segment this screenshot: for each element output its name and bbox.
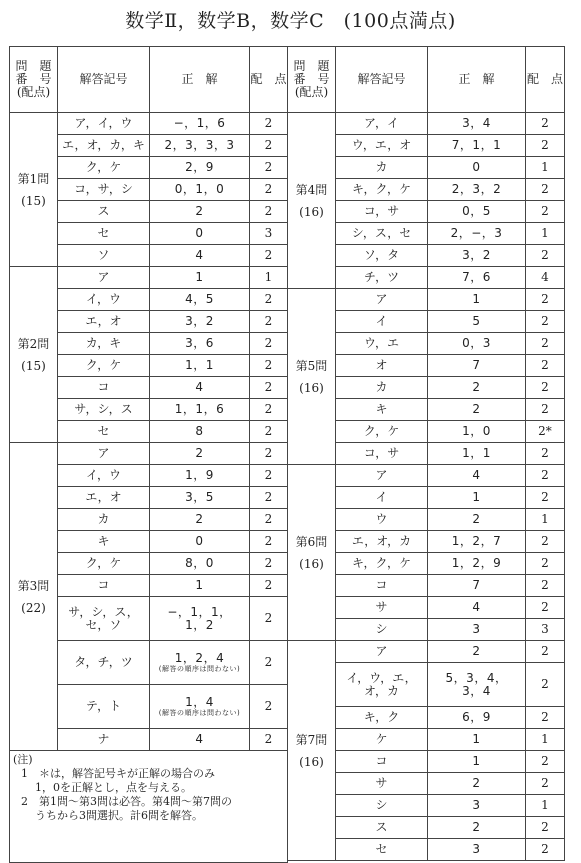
question-number-cell: [10, 113, 58, 267]
points-cell: 2: [250, 245, 288, 267]
answer-symbol-cell: ケ: [336, 729, 428, 751]
points-cell: 2: [250, 421, 288, 443]
answer-symbol-line: オ，カ: [364, 683, 399, 698]
points-cell: 2: [526, 377, 565, 399]
answer-symbol-cell: コ: [58, 377, 150, 399]
correct-answer-cell: [150, 597, 250, 641]
points-cell: 2: [250, 179, 288, 201]
correct-answer-cell: 1: [428, 487, 526, 509]
question-number-cell: [10, 267, 58, 443]
header-kigou: 解答記号: [58, 47, 150, 113]
header-mondai-line3: (配点): [16, 85, 51, 99]
points-cell: 2: [250, 135, 288, 157]
answer-symbol-cell: テ，ト: [58, 685, 150, 729]
points-cell: 2: [526, 201, 565, 223]
question-number-cell: [288, 465, 336, 641]
points-cell: 2: [250, 333, 288, 355]
correct-answer-cell: 1: [428, 289, 526, 311]
points-cell: 2: [526, 465, 565, 487]
correct-answer-cell: 1，2，9: [428, 553, 526, 575]
answer-symbol-cell: エ，オ，カ，キ: [58, 135, 150, 157]
header-row: [10, 47, 288, 113]
answer-symbol-cell: キ: [58, 531, 150, 553]
answer-symbol-cell: コ: [336, 751, 428, 773]
correct-answer-cell: 0: [150, 223, 250, 245]
points-cell: 2: [526, 135, 565, 157]
notes-cell: [10, 751, 288, 863]
points-cell: 2: [526, 289, 565, 311]
header-mondai-line1: 問 題: [15, 59, 52, 73]
points-cell: 2: [250, 575, 288, 597]
correct-answer-value: 1，4: [185, 694, 214, 709]
correct-answer-cell: 2: [428, 377, 526, 399]
table-row: [288, 289, 565, 311]
correct-answer-line: −，1，1，: [167, 604, 232, 619]
answer-symbol-line: イ，ウ，エ，: [346, 670, 417, 685]
points-cell: 2: [250, 399, 288, 421]
answer-symbol-cell: ウ，エ，オ: [336, 135, 428, 157]
correct-answer-cell: 2: [428, 509, 526, 531]
correct-answer-cell: 1，9: [150, 465, 250, 487]
correct-answer-cell: 3: [428, 795, 526, 817]
note-2-line-2: うちから3問選択。計6問を解答。: [35, 809, 203, 822]
left-answer-table: [9, 46, 288, 863]
question-points: (16): [299, 380, 324, 395]
header-haiten: 配 点: [250, 47, 288, 113]
note-1-line-2: 1，0を正解とし，点を与える。: [35, 781, 192, 794]
points-cell: 2: [526, 531, 565, 553]
answer-symbol-cell: ア: [336, 289, 428, 311]
points-cell: 2: [250, 487, 288, 509]
correct-answer-cell: 1: [428, 729, 526, 751]
correct-answer-line: 1，2: [185, 617, 214, 632]
correct-answer-cell: 3，2: [428, 245, 526, 267]
points-cell: 2*: [526, 421, 565, 443]
answer-symbol-cell: キ，ク: [336, 707, 428, 729]
question-label: 第7問: [295, 732, 328, 747]
correct-answer-cell: 0: [428, 157, 526, 179]
correct-answer-cell: 2: [428, 399, 526, 421]
correct-answer-cell: 2: [150, 201, 250, 223]
correct-answer-cell: 2: [150, 509, 250, 531]
points-cell: 2: [250, 641, 288, 685]
correct-answer-value: 1，2，4: [174, 650, 225, 665]
answer-symbol-cell: イ，ウ: [58, 465, 150, 487]
answer-symbol-cell: サ，シ，ス: [58, 399, 150, 421]
table-row: [288, 465, 565, 487]
header-kigou: 解答記号: [336, 47, 428, 113]
correct-answer-cell: 2，9: [150, 157, 250, 179]
points-cell: 2: [526, 773, 565, 795]
header-haiten: 配 点: [526, 47, 565, 113]
answer-symbol-cell: ア: [336, 465, 428, 487]
points-cell: 1: [526, 729, 565, 751]
correct-answer-cell: 2，−，3: [428, 223, 526, 245]
question-points: (15): [21, 358, 46, 373]
answer-symbol-cell: ク，ケ: [58, 553, 150, 575]
correct-answer-cell: 0，5: [428, 201, 526, 223]
header-mondai-line2: 番 号: [293, 72, 330, 86]
correct-answer-cell: 1，1: [428, 443, 526, 465]
answer-symbol-cell: セ: [58, 223, 150, 245]
answer-symbol-cell: カ: [336, 377, 428, 399]
correct-answer-cell: 4: [150, 245, 250, 267]
notes-head: (注): [13, 753, 33, 766]
points-cell: 1: [250, 267, 288, 289]
correct-answer-cell: 2: [428, 641, 526, 663]
correct-answer-cell: 2: [150, 443, 250, 465]
answer-symbol-cell: エ，オ，カ: [336, 531, 428, 553]
answer-symbol-cell: シ: [336, 619, 428, 641]
correct-answer-cell: 6，9: [428, 707, 526, 729]
points-cell: 2: [250, 685, 288, 729]
correct-answer-cell: 8: [150, 421, 250, 443]
header-mondai: [10, 47, 58, 113]
points-cell: 2: [526, 839, 565, 861]
answer-symbol-cell: イ，ウ: [58, 289, 150, 311]
answer-symbol-cell: オ: [336, 355, 428, 377]
answer-symbol-cell: ア，イ，ウ: [58, 113, 150, 135]
points-cell: 2: [250, 377, 288, 399]
points-cell: 2: [250, 465, 288, 487]
header-mondai-line3: (配点): [294, 85, 329, 99]
question-label: 第6問: [295, 534, 328, 549]
answer-symbol-line: セ，ソ: [85, 617, 122, 632]
answer-symbol-cell: エ，オ: [58, 311, 150, 333]
right-answer-table: [287, 46, 565, 861]
answer-symbol-cell: サ: [336, 773, 428, 795]
answer-symbol-cell: ス: [58, 201, 150, 223]
correct-answer-cell: 1，0: [428, 421, 526, 443]
answer-symbol-line: サ，シ，ス，: [68, 604, 139, 619]
answer-symbol-cell: ア: [58, 267, 150, 289]
answer-symbol-cell: セ: [58, 421, 150, 443]
answer-symbol-cell: ナ: [58, 729, 150, 751]
answer-symbol-cell: ア: [336, 641, 428, 663]
correct-answer-cell: 3: [428, 619, 526, 641]
correct-answer-cell: 3，6: [150, 333, 250, 355]
answer-symbol-cell: ソ，タ: [336, 245, 428, 267]
points-cell: 2: [526, 245, 565, 267]
correct-answer-cell: 5: [428, 311, 526, 333]
question-points: (15): [21, 193, 46, 208]
answer-symbol-cell: ウ，エ: [336, 333, 428, 355]
points-cell: 1: [526, 157, 565, 179]
question-points: (22): [21, 600, 46, 615]
question-label: 第1問: [17, 171, 50, 186]
correct-answer-cell: 7，6: [428, 267, 526, 289]
correct-answer-cell: 1，1，6: [150, 399, 250, 421]
table-row: [10, 113, 288, 135]
answer-symbol-cell: [336, 663, 428, 707]
points-cell: 2: [250, 509, 288, 531]
points-cell: 3: [526, 619, 565, 641]
correct-answer-cell: 3: [428, 839, 526, 861]
answer-symbol-cell: シ: [336, 795, 428, 817]
correct-answer-cell: 7: [428, 575, 526, 597]
answer-symbol-cell: コ，サ，シ: [58, 179, 150, 201]
correct-answer-cell: 4: [428, 465, 526, 487]
question-points: (16): [299, 556, 324, 571]
points-cell: 1: [526, 509, 565, 531]
answer-symbol-cell: ク，ケ: [58, 157, 150, 179]
correct-answer-cell: 2，3，2: [428, 179, 526, 201]
header-mondai-line2: 番 号: [15, 72, 52, 86]
points-cell: 2: [526, 355, 565, 377]
note-1-line-1: 1 ＊は，解答記号キが正解の場合のみ: [21, 767, 215, 780]
points-cell: 4: [526, 267, 565, 289]
points-cell: 2: [526, 553, 565, 575]
points-cell: 2: [526, 597, 565, 619]
answer-symbol-cell: ア，イ: [336, 113, 428, 135]
answer-symbol-cell: サ: [336, 597, 428, 619]
table-row: [288, 113, 565, 135]
points-cell: 2: [526, 641, 565, 663]
header-row: [288, 47, 565, 113]
points-cell: 2: [250, 443, 288, 465]
question-label: 第5問: [295, 358, 328, 373]
order-free-note: (解答の順序は問わない): [158, 664, 241, 673]
correct-answer-cell: 2，3，3，3: [150, 135, 250, 157]
answer-symbol-cell: コ，サ: [336, 443, 428, 465]
answer-symbol-cell: ウ: [336, 509, 428, 531]
correct-answer-line: 3，4: [462, 683, 491, 698]
points-cell: 2: [250, 597, 288, 641]
correct-answer-cell: 7: [428, 355, 526, 377]
answer-symbol-cell: ア: [58, 443, 150, 465]
header-mondai: [288, 47, 336, 113]
points-cell: 2: [250, 729, 288, 751]
points-cell: 3: [250, 223, 288, 245]
answer-symbol-cell: カ: [336, 157, 428, 179]
order-free-note: (解答の順序は問わない): [158, 708, 241, 717]
answer-symbol-cell: イ: [336, 487, 428, 509]
correct-answer-cell: 1，1: [150, 355, 250, 377]
question-number-cell: [288, 113, 336, 289]
answer-symbol-cell: シ，ス，セ: [336, 223, 428, 245]
correct-answer-cell: 4: [428, 597, 526, 619]
answer-symbol-cell: イ: [336, 311, 428, 333]
header-seikai: 正 解: [428, 47, 526, 113]
correct-answer-cell: 1: [150, 267, 250, 289]
points-cell: 2: [526, 179, 565, 201]
correct-answer-cell: 7，1，1: [428, 135, 526, 157]
table-row: [288, 641, 565, 663]
table-row: [10, 267, 288, 289]
points-cell: 2: [526, 311, 565, 333]
answer-symbol-cell: カ，キ: [58, 333, 150, 355]
page-title: 数学Ⅱ，数学B，数学C (100点満点): [125, 10, 456, 32]
points-cell: 2: [526, 333, 565, 355]
answer-symbol-cell: [58, 597, 150, 641]
question-label: 第2問: [17, 336, 50, 351]
correct-answer-cell: 4: [150, 729, 250, 751]
answer-symbol-cell: キ，ク，ケ: [336, 179, 428, 201]
correct-answer-cell: 0: [150, 531, 250, 553]
answer-symbol-cell: キ: [336, 399, 428, 421]
note-2-line-1: 2 第1問〜第3問は必答。第4問〜第7問の: [21, 795, 232, 808]
correct-answer-cell: 1: [150, 575, 250, 597]
answer-symbol-cell: タ，チ，ツ: [58, 641, 150, 685]
points-cell: 2: [526, 707, 565, 729]
correct-answer-cell: 1: [428, 751, 526, 773]
points-cell: 2: [250, 311, 288, 333]
answer-symbol-cell: カ: [58, 509, 150, 531]
points-cell: 2: [250, 355, 288, 377]
answer-symbol-cell: コ，サ: [336, 201, 428, 223]
question-points: (16): [299, 204, 324, 219]
answer-symbol-cell: ス: [336, 817, 428, 839]
question-number-cell: [288, 641, 336, 861]
points-cell: 2: [526, 443, 565, 465]
notes-row: [10, 751, 288, 863]
points-cell: 2: [526, 113, 565, 135]
points-cell: 2: [250, 553, 288, 575]
points-cell: 2: [250, 113, 288, 135]
points-cell: 1: [526, 223, 565, 245]
points-cell: 2: [526, 817, 565, 839]
header-mondai-line1: 問 題: [293, 59, 330, 73]
answer-symbol-cell: セ: [336, 839, 428, 861]
points-cell: 2: [250, 289, 288, 311]
answer-symbol-cell: コ: [336, 575, 428, 597]
answer-symbol-cell: ソ: [58, 245, 150, 267]
correct-answer-cell: [428, 663, 526, 707]
answer-symbol-cell: ク，ケ: [58, 355, 150, 377]
question-number-cell: [288, 289, 336, 465]
points-cell: 2: [250, 201, 288, 223]
answer-symbol-cell: ク，ケ: [336, 421, 428, 443]
correct-answer-cell: 0，3: [428, 333, 526, 355]
points-cell: 2: [250, 531, 288, 553]
correct-answer-line: 5，3，4，: [445, 670, 508, 685]
question-points: (16): [299, 754, 324, 769]
points-cell: 1: [526, 795, 565, 817]
points-cell: 2: [526, 663, 565, 707]
correct-answer-cell: 8，0: [150, 553, 250, 575]
correct-answer-cell: [150, 641, 250, 685]
points-cell: 2: [526, 487, 565, 509]
answer-symbol-cell: エ，オ: [58, 487, 150, 509]
points-cell: 2: [526, 751, 565, 773]
points-cell: 2: [526, 575, 565, 597]
answer-symbol-cell: チ，ツ: [336, 267, 428, 289]
correct-answer-cell: 3，2: [150, 311, 250, 333]
correct-answer-cell: 0，1，0: [150, 179, 250, 201]
points-cell: 2: [250, 157, 288, 179]
correct-answer-cell: 3，5: [150, 487, 250, 509]
correct-answer-cell: 2: [428, 817, 526, 839]
correct-answer-cell: 3，4: [428, 113, 526, 135]
correct-answer-cell: 4，5: [150, 289, 250, 311]
question-label: 第3問: [17, 578, 50, 593]
points-cell: 2: [526, 399, 565, 421]
correct-answer-cell: 2: [428, 773, 526, 795]
answer-symbol-cell: コ: [58, 575, 150, 597]
correct-answer-cell: [150, 685, 250, 729]
question-number-cell: [10, 443, 58, 751]
question-label: 第4問: [295, 182, 328, 197]
correct-answer-cell: 4: [150, 377, 250, 399]
correct-answer-cell: 1，2，7: [428, 531, 526, 553]
header-seikai: 正 解: [150, 47, 250, 113]
correct-answer-cell: −，1，6: [150, 113, 250, 135]
answer-symbol-cell: キ，ク，ケ: [336, 553, 428, 575]
table-row: [10, 443, 288, 465]
